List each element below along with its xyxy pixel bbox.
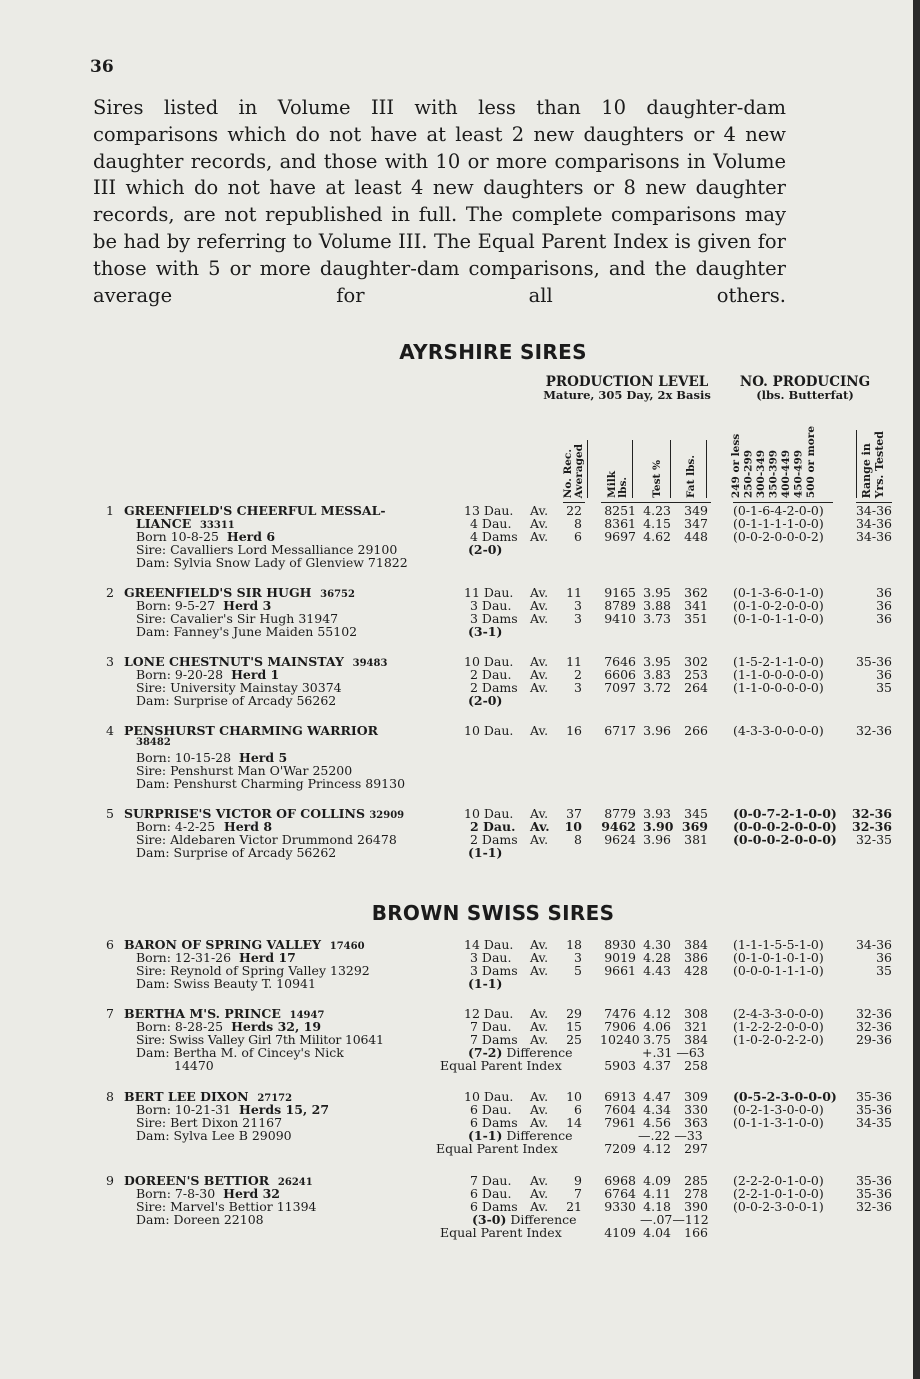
col-butterfat-ranges: 249 or less 250-299 300-349 350-399 400-449 450-499 500 or more — [730, 425, 817, 498]
no-producing-label: NO. PRODUCING — [739, 374, 871, 390]
sire-name: LONE CHESTNUT'S MAINSTAY 39483 — [124, 654, 388, 669]
production-level-label: PRODUCTION LEVEL — [545, 374, 709, 390]
sire-name: GREENFIELD'S SIR HUGH 36752 — [124, 585, 355, 600]
no-producing-sub: (lbs. Butterfat) — [756, 388, 854, 402]
sire-name-cont: LIANCE 33311 — [136, 516, 235, 531]
page-number: 36 — [90, 57, 114, 77]
col-test: Test % — [651, 460, 663, 498]
intro-paragraph: Sires listed in Volume III with less than 10 daughter-dam comparisons which do not have at least 2 new daughters or 4 new daughter records, and those with 10 or more comparisons in Volume III which do not have at least 4 new daughters or 8 new daughter records, are not republished in full. The complete comparisons may be had by referring to Volume III. The Equal Parent Index is given for those with 5 or more daughter-dam comparisons, and the daughter average for all others. — [93, 96, 786, 307]
col-milk: Milk lbs. — [606, 471, 629, 498]
sire-name: BERT LEE DIXON 27172 — [124, 1089, 293, 1104]
col-range-years: Range in Yrs. Tested — [860, 430, 886, 498]
sire-name: SURPRISE'S VICTOR OF COLLINS 32909 — [124, 806, 405, 821]
sire-name: BERTHA M'S. PRINCE 14947 — [124, 1006, 325, 1021]
sire-name: PENSHURST CHARMING WARRIOR — [124, 723, 378, 738]
sire-name: BARON OF SPRING VALLEY 17460 — [124, 937, 365, 952]
sire-name: DOREEN'S BETTIOR 26241 — [124, 1173, 313, 1188]
production-level-sub: Mature, 305 Day, 2x Basis — [543, 388, 711, 402]
section-title-brown-swiss: BROWN SWISS SIRES — [371, 901, 615, 925]
section-title-ayrshire: AYRSHIRE SIRES — [399, 340, 587, 364]
col-no-rec-averaged: No. Rec. Averaged — [562, 443, 585, 498]
production-level-header — [526, 376, 728, 402]
col-fat: Fat lbs. — [685, 454, 697, 498]
no-producing-header — [730, 376, 880, 402]
sire-name: GREENFIELD'S CHEERFUL MESSAL- — [124, 503, 386, 518]
